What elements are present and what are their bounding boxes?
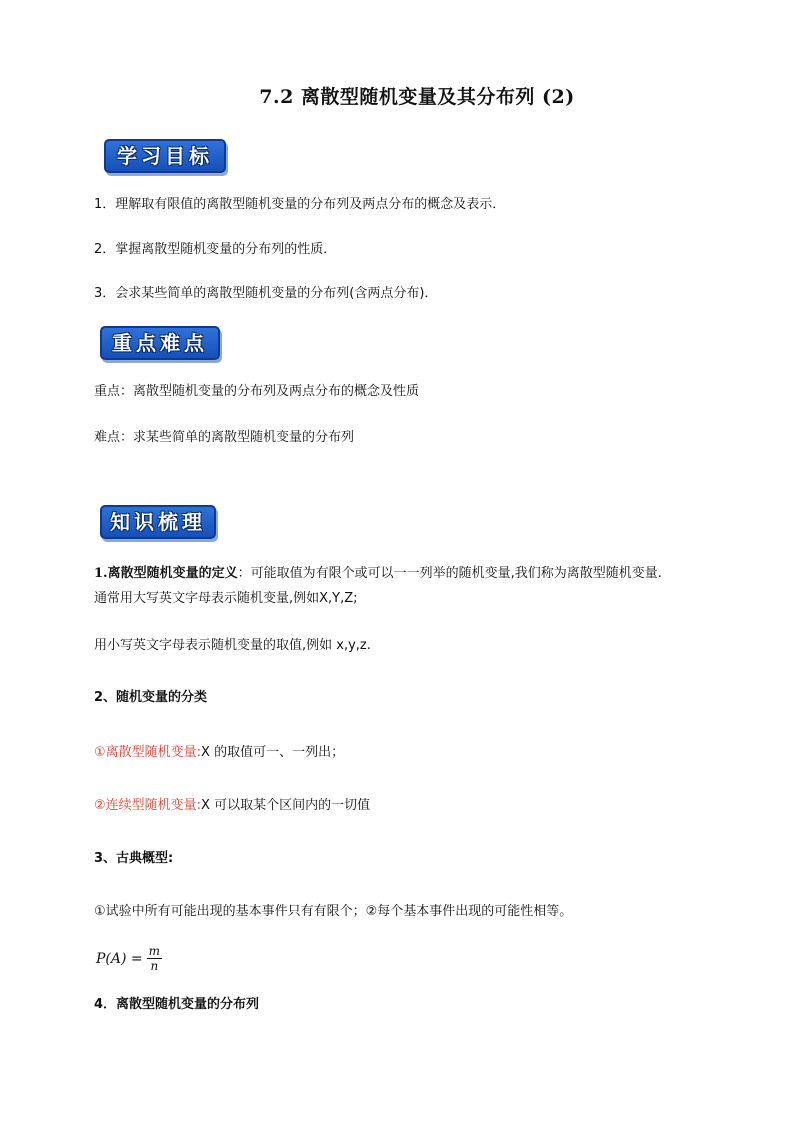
discrete-variable-label: ①离散型随机变量: (94, 745, 202, 760)
focus-point: 重点：离散型随机变量的分布列及两点分布的概念及性质 (94, 384, 420, 399)
objectives-badge: 学习目标 (104, 139, 226, 173)
formula-fraction (147, 944, 162, 973)
discrete-variable-line (94, 744, 344, 762)
knowledge-badge: 知识梳理 (100, 505, 216, 539)
definition-uppercase-note: 通常用大写英文字母表示随机变量,例如X,Y,Z; (94, 591, 358, 606)
key-points-badge: 重点难点 (100, 326, 220, 360)
classical-probability-heading: 3、古典概型: (94, 851, 174, 866)
definition-label: 1.离散型随机变量的定义 (94, 566, 238, 581)
formula-numerator: m (148, 944, 161, 958)
continuous-variable-label: ②连续型随机变量: (94, 798, 202, 813)
definition-text: ：可能取值为有限个或可以一一列举的随机变量,我们称为离散型随机变量. (237, 566, 662, 581)
discrete-variable-text: X 的取值可一、一列出； (201, 745, 345, 760)
definition-line (94, 565, 662, 583)
probability-formula (96, 944, 162, 973)
page-title: 7.2 离散型随机变量及其分布列 (2) (259, 86, 575, 108)
formula-denominator: n (150, 959, 159, 973)
formula-lhs: P(A) = (96, 950, 143, 967)
objective-1: 1．理解取有限值的离散型随机变量的分布列及两点分布的概念及表示． (94, 197, 506, 212)
distribution-heading: 4．离散型随机变量的分布列 (94, 997, 260, 1012)
difficulty-point: 难点：求某些简单的离散型随机变量的分布列 (94, 430, 355, 445)
definition-lowercase-note: 用小写英文字母表示随机变量的取值,例如 x,y,z. (94, 638, 371, 653)
objective-2: 2．掌握离散型随机变量的分布列的性质． (94, 242, 337, 257)
continuous-variable-line (94, 797, 370, 815)
continuous-variable-text: X 可以取某个区间内的一切值 (201, 798, 371, 813)
objective-3: 3．会求某些简单的离散型随机变量的分布列(含两点分布)． (94, 286, 438, 301)
classification-heading: 2、随机变量的分类 (94, 690, 208, 705)
classical-probability-text: ①试验中所有可能出现的基本事件只有有限个；②每个基本事件出现的可能性相等。 (94, 904, 573, 919)
